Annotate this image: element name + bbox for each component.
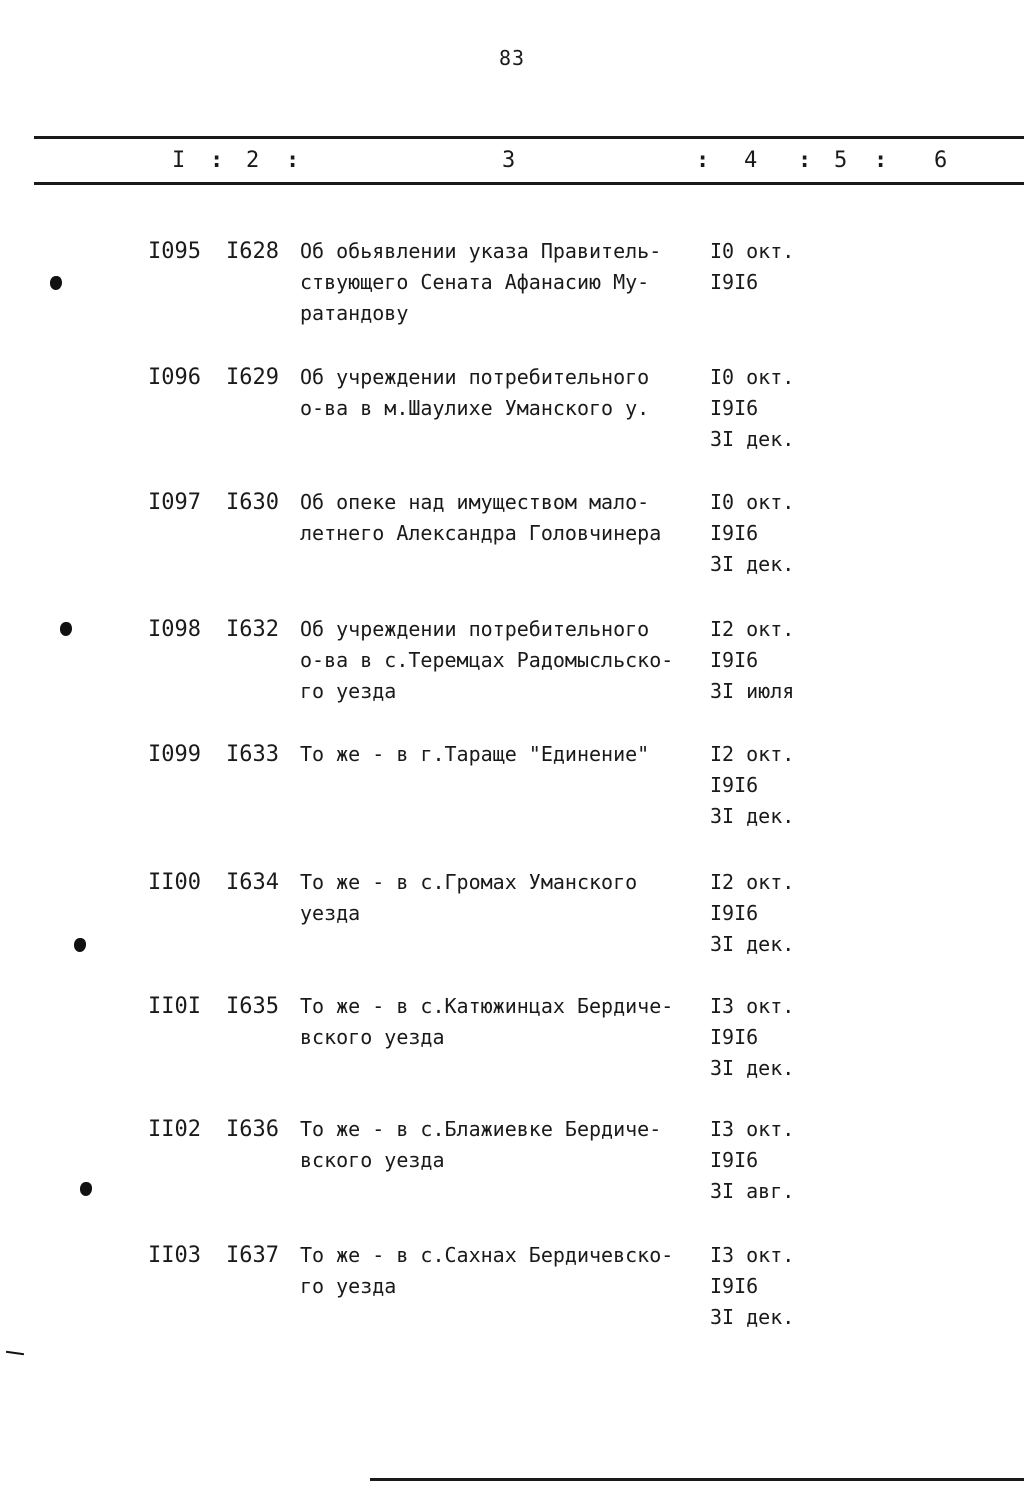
item-number: I628: [226, 239, 279, 264]
record-number: I097: [148, 490, 201, 515]
record-number: I098: [148, 617, 201, 642]
record-title-line: го уезда: [300, 1274, 397, 1298]
record-title-line: Об учреждении потребительного: [300, 365, 650, 389]
record-date-line: I0 окт.: [710, 490, 795, 514]
item-number: I629: [226, 365, 279, 390]
record-date-line: I9I6: [710, 521, 759, 545]
header-separator: :: [798, 148, 812, 173]
record-title-line: Об учреждении потребительного: [300, 617, 650, 641]
record-title: [300, 991, 673, 1053]
record-date-line: I3 окт.: [710, 1117, 795, 1141]
record-date-line: 3I июля: [710, 679, 795, 703]
record-title: [300, 739, 649, 770]
record-title: [300, 867, 637, 929]
record-title: [300, 362, 649, 424]
record-title-line: То же - в с.Катюжинцах Бердиче-: [300, 994, 674, 1018]
header-bottom-rule: [34, 182, 1024, 185]
record-title-line: То же - в с.Громах Уманского: [300, 870, 638, 894]
record-date-line: I0 окт.: [710, 365, 795, 389]
header-col-3: 3: [502, 148, 516, 173]
record-number: II00: [148, 870, 201, 895]
record-title-line: о-ва в с.Теремцах Радомысльско-: [300, 648, 674, 672]
record-date-line: I9I6: [710, 1148, 759, 1172]
record-date-line: I3 окт.: [710, 1243, 795, 1267]
record-date-line: I9I6: [710, 1274, 759, 1298]
header-col-5: 5: [834, 148, 848, 173]
item-number: I632: [226, 617, 279, 642]
record-title-line: ствующего Сената Афанасию Му-: [300, 270, 650, 294]
record-title-line: вского уезда: [300, 1025, 445, 1049]
record-title: [300, 487, 661, 549]
footer-rule: [370, 1478, 1024, 1481]
record-title-line: То же - в с.Сахнах Бердичевско-: [300, 1243, 674, 1267]
header-col-6: 6: [934, 148, 948, 173]
record-date-line: 3I дек.: [710, 1056, 795, 1080]
record-dates: [710, 739, 794, 832]
binding-hole-mark: [60, 622, 72, 636]
header-col-1: I: [172, 148, 186, 173]
record-dates: [710, 991, 794, 1084]
header-separator: :: [210, 148, 224, 173]
record-date-line: 3I дек.: [710, 427, 795, 451]
record-title-line: уезда: [300, 901, 361, 925]
record-date-line: I9I6: [710, 901, 759, 925]
record-title-line: вского уезда: [300, 1148, 445, 1172]
record-number: I095: [148, 239, 201, 264]
item-number: I630: [226, 490, 279, 515]
record-title-line: о-ва в м.Шаулихе Уманского у.: [300, 396, 650, 420]
record-dates: [710, 236, 794, 298]
header-separator: :: [696, 148, 710, 173]
record-date-line: 3I авг.: [710, 1179, 795, 1203]
item-number: I634: [226, 870, 279, 895]
header-col-4: 4: [744, 148, 758, 173]
record-date-line: I2 окт.: [710, 617, 795, 641]
page-number: 83: [498, 46, 526, 70]
record-dates: [710, 1240, 794, 1333]
record-date-line: I9I6: [710, 648, 759, 672]
record-date-line: I9I6: [710, 270, 759, 294]
record-date-line: I2 окт.: [710, 742, 795, 766]
binding-hole-mark: [74, 938, 86, 952]
record-number: I096: [148, 365, 201, 390]
record-dates: [710, 867, 794, 960]
record-dates: [710, 487, 794, 580]
margin-mark: [6, 1351, 24, 1355]
record-date-line: I9I6: [710, 773, 759, 797]
record-title-line: летнего Александра Головчинера: [300, 521, 662, 545]
record-title-line: Об обьявлении указа Правитель-: [300, 239, 662, 263]
record-title: [300, 614, 673, 707]
header-separator: :: [286, 148, 300, 173]
record-date-line: 3I дек.: [710, 552, 795, 576]
record-dates: [710, 1114, 794, 1207]
record-title-line: То же - в г.Тараще "Единение": [300, 742, 650, 766]
record-number: II0I: [148, 994, 201, 1019]
record-title-line: То же - в с.Блажиевке Бердиче-: [300, 1117, 662, 1141]
record-number: II03: [148, 1243, 201, 1268]
record-title: [300, 1114, 661, 1176]
header-col-2: 2: [246, 148, 260, 173]
item-number: I637: [226, 1243, 279, 1268]
record-date-line: 3I дек.: [710, 804, 795, 828]
record-number: II02: [148, 1117, 201, 1142]
record-date-line: I2 окт.: [710, 870, 795, 894]
record-date-line: 3I дек.: [710, 932, 795, 956]
record-date-line: I9I6: [710, 396, 759, 420]
record-number: I099: [148, 742, 201, 767]
record-date-line: I9I6: [710, 1025, 759, 1049]
binding-hole-mark: [50, 276, 62, 290]
item-number: I635: [226, 994, 279, 1019]
record-date-line: 3I дек.: [710, 1305, 795, 1329]
binding-hole-mark: [80, 1182, 92, 1196]
record-title-line: ратандову: [300, 301, 409, 325]
record-title: [300, 236, 661, 329]
item-number: I633: [226, 742, 279, 767]
record-title-line: го уезда: [300, 679, 397, 703]
record-date-line: I3 окт.: [710, 994, 795, 1018]
header-separator: :: [874, 148, 888, 173]
header-top-rule: [34, 136, 1024, 139]
record-dates: [710, 362, 794, 455]
record-dates: [710, 614, 794, 707]
item-number: I636: [226, 1117, 279, 1142]
record-date-line: I0 окт.: [710, 239, 795, 263]
record-title: [300, 1240, 673, 1302]
record-title-line: Об опеке над имуществом мало-: [300, 490, 650, 514]
